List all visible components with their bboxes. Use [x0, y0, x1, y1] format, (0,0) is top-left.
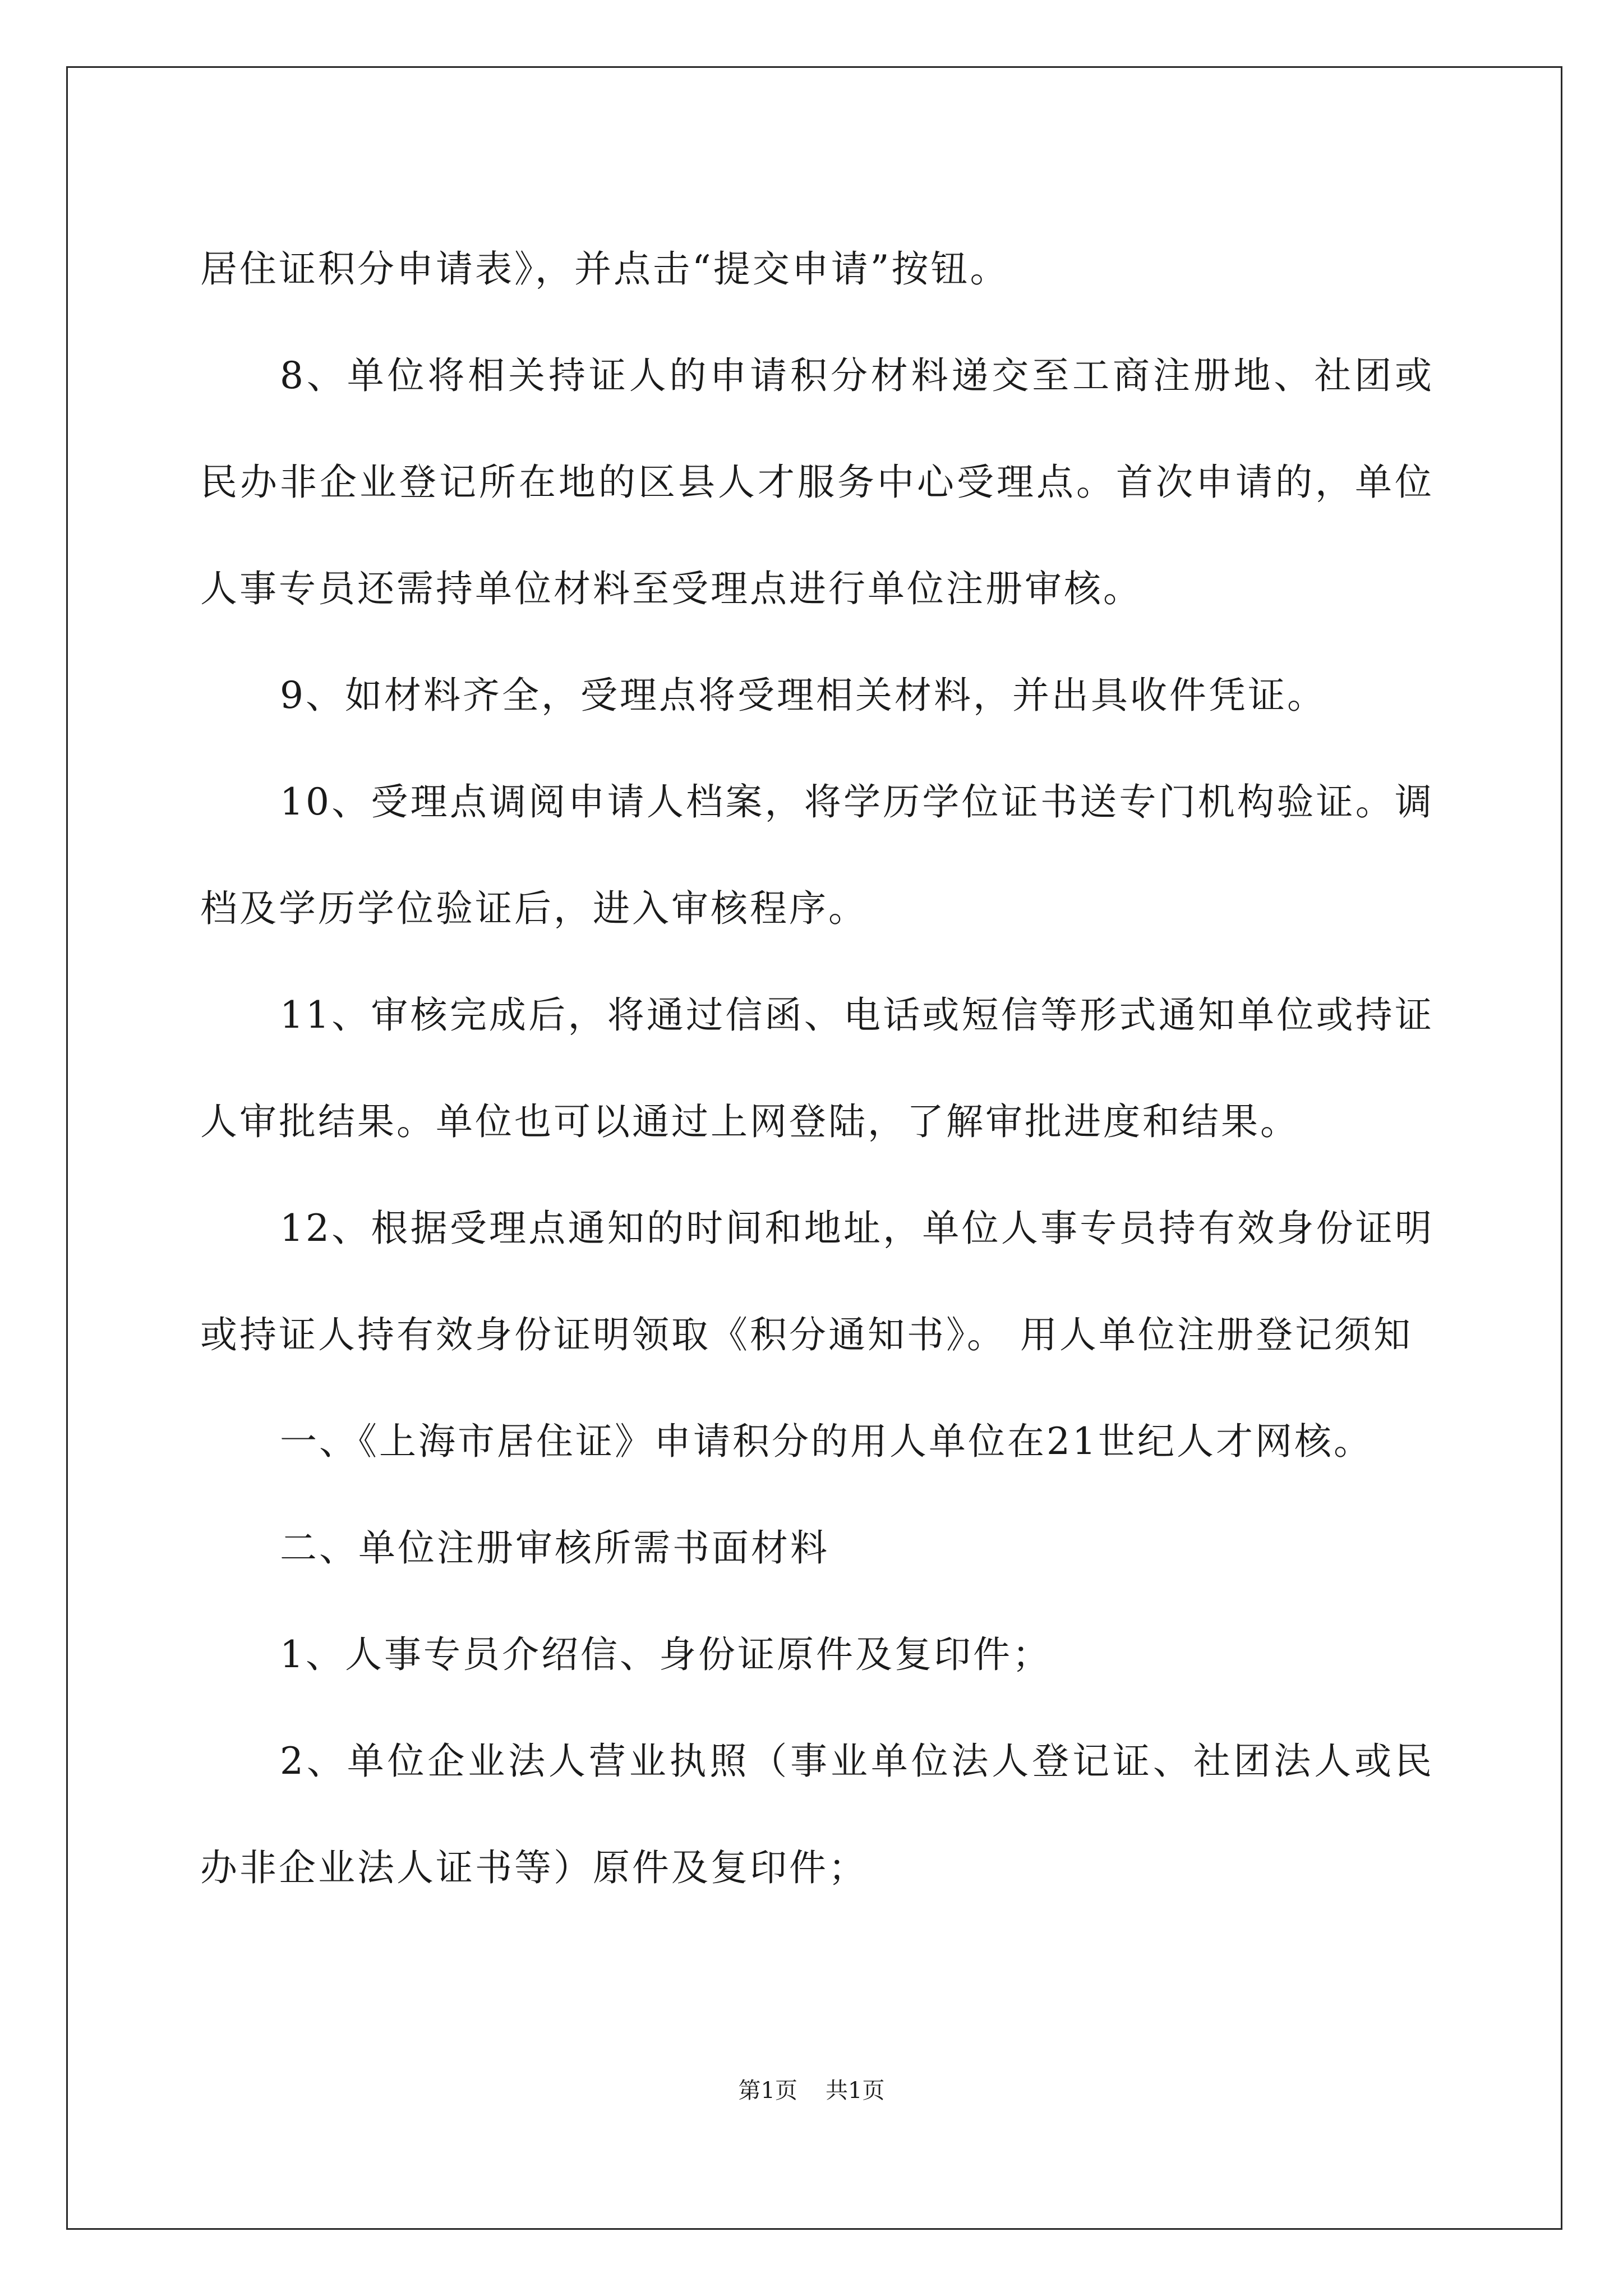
paragraph: 居住证积分申请表》，并点击“提交申请”按钮。 [200, 247, 1009, 291]
paragraph: 8、单位将相关持证人的申请积分材料递交至工商注册地、社团或民办非企业登记所在地的区县人才服务中心受理点。首次申请的，单位人事专员还需持单位材料至受理点进行单位注册审核。 [200, 354, 1434, 610]
paragraph: 1、人事专员介绍信、身份证原件及复印件； [280, 1633, 1052, 1676]
paragraph: 12、根据受理点通知的时间和地址，单位人事专员持有效身份证明或持证人持有效身份证明领取《积分通知书》。 用人单位注册登记须知 [200, 1207, 1434, 1356]
paragraph: 10、受理点调阅申请人档案，将学历学位证书送专门机构验证。调档及学历学位验证后，进入审核程序。 [200, 780, 1434, 930]
paragraph: 一、《上海市居住证》申请积分的用人单位在21世纪人才网核。 [280, 1420, 1373, 1463]
paragraph: 二、单位注册审核所需书面材料 [280, 1526, 829, 1570]
paragraph: 9、如材料齐全，受理点将受理相关材料，并出具收件凭证。 [280, 674, 1326, 717]
page-total: 共1页 [826, 2078, 885, 2104]
paragraph: 11、审核完成后，将通过信函、电话或短信等形式通知单位或持证人审批结果。单位也可以通过上网登陆，了解审批进度和结果。 [200, 993, 1434, 1143]
page-footer [0, 2077, 1623, 2105]
page-number: 第1页 [738, 2078, 797, 2104]
paragraph: 2、单位企业法人营业执照（事业单位法人登记证、社团法人或民办非企业法人证书等）原件及复印件； [200, 1740, 1434, 1889]
document-body [200, 216, 1434, 1921]
